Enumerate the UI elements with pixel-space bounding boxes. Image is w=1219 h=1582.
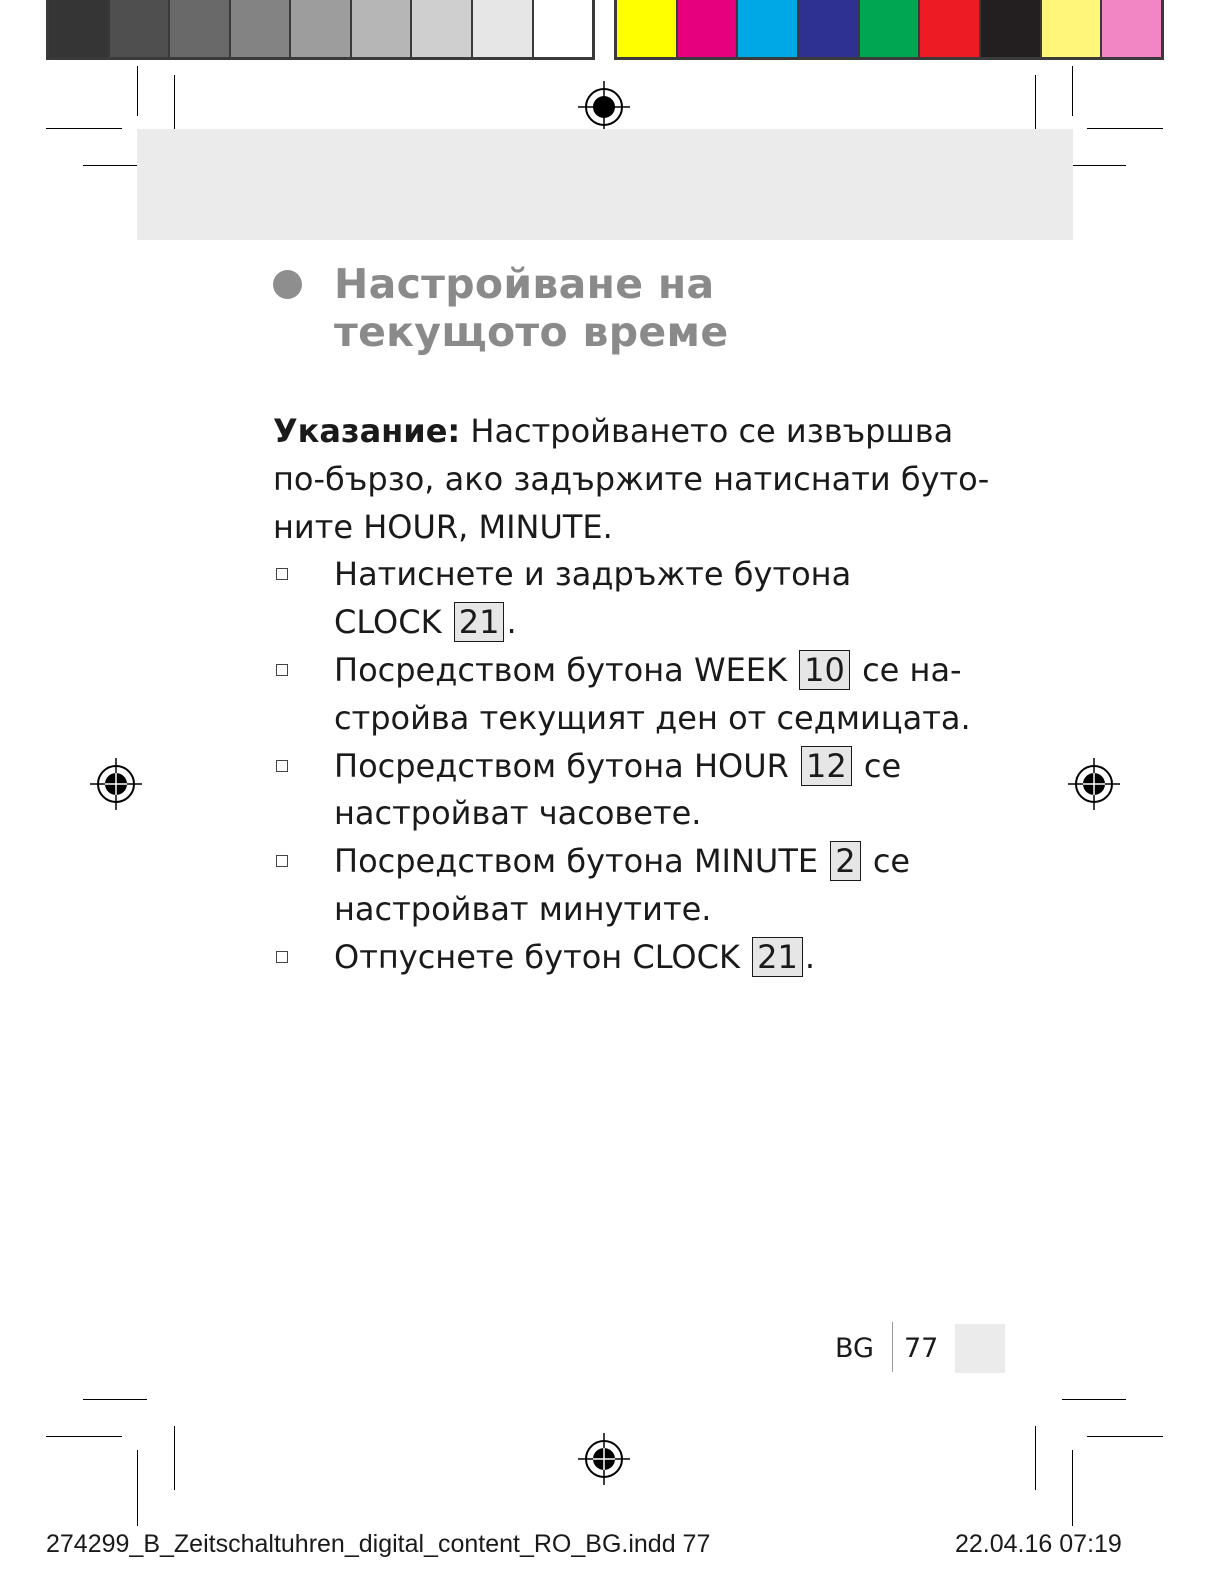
color-swatch: [412, 0, 473, 57]
crop-mark: [1062, 1399, 1126, 1400]
note-paragraph: [273, 408, 990, 551]
slug-filename: 274299_B_Zeitschaltuhren_digital_content_RO_BG.indd 77: [46, 1530, 711, 1558]
crop-mark: [83, 1399, 147, 1400]
header-band: [137, 129, 1073, 240]
heading-line-1: Настройване на: [334, 260, 715, 308]
crop-mark: [46, 128, 122, 129]
slug-datetime: 22.04.16 07:19: [955, 1530, 1122, 1558]
color-swatch: [1102, 0, 1161, 57]
color-swatch: [981, 0, 1042, 57]
registration-mark-icon: [578, 81, 630, 133]
reference-number-badge: 2: [830, 841, 860, 881]
color-swatch: [352, 0, 413, 57]
registration-mark-icon: [578, 1433, 630, 1485]
crop-mark: [46, 1436, 122, 1437]
color-swatch: [678, 0, 739, 57]
crop-mark: [1087, 1436, 1163, 1437]
checkbox-bullet-icon: [276, 855, 288, 867]
crop-mark: [137, 66, 138, 116]
crop-mark: [174, 1426, 175, 1490]
color-swatch: [170, 0, 231, 57]
note-text: Настройването се извършва: [460, 412, 954, 450]
registration-mark-icon: [1068, 758, 1120, 810]
color-swatch: [231, 0, 292, 57]
color-swatch: [291, 0, 352, 57]
reference-number-badge: 10: [799, 650, 850, 690]
note-text: ните HOUR, MINUTE.: [273, 507, 613, 546]
section-heading: [334, 260, 894, 356]
crop-mark: [1035, 1426, 1036, 1490]
reference-number-badge: 21: [454, 602, 505, 642]
process-color-control-bar: [614, 0, 1164, 60]
checkbox-bullet-icon: [276, 951, 288, 963]
reference-number-badge: 21: [752, 937, 803, 977]
note-label: Указание:: [273, 412, 461, 450]
color-swatch: [534, 0, 593, 57]
list-item: Посредством бутона HOUR 12 се настройват часовете.: [273, 743, 953, 839]
list-item: Натиснете и задръжте бутона CLOCK 21 .: [273, 551, 953, 647]
folio-tab: [955, 1324, 1005, 1373]
grayscale-control-bar: [46, 0, 595, 60]
checkbox-bullet-icon: [276, 760, 288, 772]
heading-bullet-icon: [273, 270, 302, 299]
crop-mark: [1087, 128, 1163, 129]
folio-divider: [892, 1322, 893, 1372]
reference-number-badge: 12: [801, 746, 852, 786]
page-number: 77: [904, 1333, 939, 1364]
checkbox-bullet-icon: [276, 664, 288, 676]
color-swatch: [738, 0, 799, 57]
color-swatch: [920, 0, 981, 57]
color-swatch: [110, 0, 171, 57]
list-item: Посредством бутона MINUTE 2 се настройват минутите.: [273, 838, 953, 934]
checkbox-bullet-icon: [276, 568, 288, 580]
body-text: [273, 408, 990, 982]
heading-line-2: текущото време: [334, 308, 729, 356]
list-item: Посредством бутона WEEK 10 се на- стройва текущият ден от седмицата.: [273, 647, 953, 743]
crop-mark: [1072, 66, 1073, 116]
color-swatch: [49, 0, 110, 57]
color-swatch: [799, 0, 860, 57]
color-swatch: [1042, 0, 1103, 57]
crop-mark: [1072, 1450, 1073, 1526]
registration-mark-icon: [90, 758, 142, 810]
crop-mark: [137, 1450, 138, 1526]
step-list: [273, 551, 971, 981]
color-swatch: [860, 0, 921, 57]
list-item: Отпуснете бутон CLOCK 21 .: [273, 934, 953, 982]
color-swatch: [473, 0, 534, 57]
color-swatch: [617, 0, 678, 57]
note-text: по-бързо, ако задържите натиснати буто-: [273, 459, 990, 498]
language-code: BG: [835, 1333, 874, 1364]
